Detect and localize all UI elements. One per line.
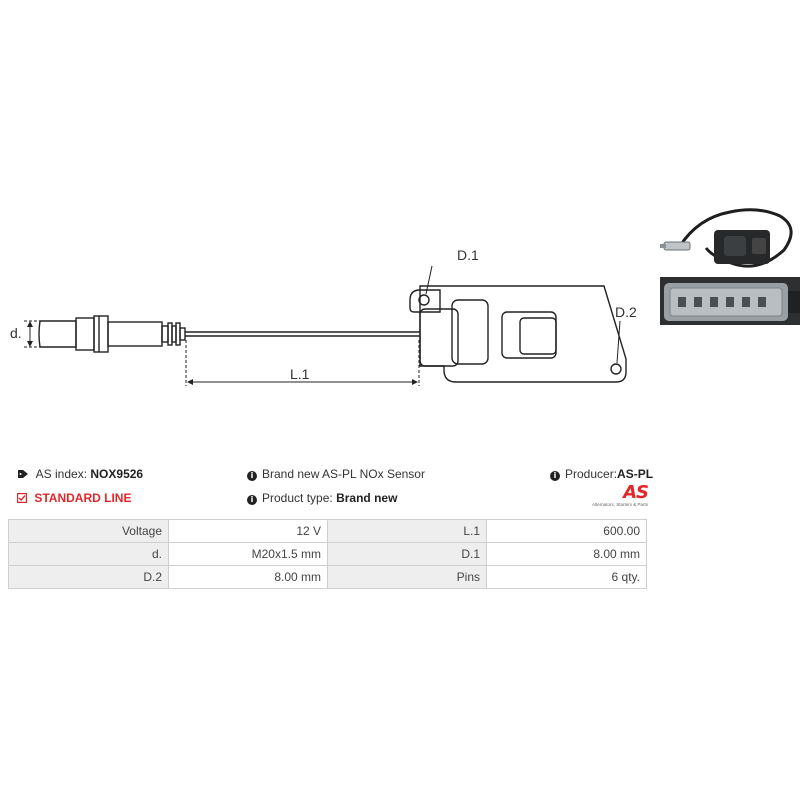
info-circle-icon: i	[247, 471, 257, 481]
spec-key: L.1	[328, 520, 487, 543]
dim-label-d1: D.1	[457, 247, 479, 263]
standard-line-label: STANDARD LINE	[34, 491, 132, 505]
as-index-label: AS index:	[35, 467, 88, 481]
specs-table	[8, 519, 647, 589]
info-circle-icon: i	[550, 471, 560, 481]
spec-key: Pins	[328, 566, 487, 589]
check-square-icon	[17, 493, 27, 503]
spec-value: 8.00 mm	[487, 543, 647, 566]
mounting-hole-d2	[611, 364, 621, 374]
as-pl-logo[interactable]	[586, 484, 648, 508]
spec-value: 8.00 mm	[169, 566, 328, 589]
product-type	[247, 491, 397, 505]
product-type-label: Product type:	[262, 491, 333, 505]
probe-body	[108, 322, 162, 346]
dim-label-l1: L.1	[290, 366, 310, 382]
logo-text: AS	[623, 482, 648, 503]
product-type-value: Brand new	[336, 491, 398, 505]
description-text: Brand new AS-PL NOx Sensor	[262, 467, 425, 481]
spec-value: 600.00	[487, 520, 647, 543]
standard-line	[17, 491, 131, 505]
spec-key: D.1	[328, 543, 487, 566]
tag-icon	[17, 469, 29, 479]
info-circle-icon: i	[247, 495, 257, 505]
dim-label-d2: D.2	[615, 304, 637, 320]
dim-label-d: d.	[10, 325, 22, 341]
probe-tip	[39, 321, 76, 347]
as-index	[17, 467, 143, 481]
spec-key: d.	[9, 543, 169, 566]
table-row	[9, 566, 647, 589]
description	[247, 467, 425, 481]
table-row	[9, 520, 647, 543]
as-index-value: NOX9526	[90, 467, 144, 481]
logo-tagline: Alternators, Starters & Parts	[591, 502, 648, 507]
spec-key: D.2	[9, 566, 169, 589]
connector-photo[interactable]	[660, 277, 800, 325]
spec-value: 12 V	[169, 520, 328, 543]
spec-value: 6 qty.	[487, 566, 647, 589]
module-housing	[420, 286, 626, 382]
product-photo[interactable]	[660, 198, 800, 274]
spec-value: M20x1.5 mm	[169, 543, 328, 566]
producer-value: AS-PL	[617, 467, 654, 481]
module-connector	[502, 312, 556, 358]
producer	[550, 467, 653, 481]
table-row	[9, 543, 647, 566]
spec-key: Voltage	[9, 520, 169, 543]
producer-label: Producer:	[565, 467, 618, 481]
probe-hex-nut	[76, 318, 94, 350]
